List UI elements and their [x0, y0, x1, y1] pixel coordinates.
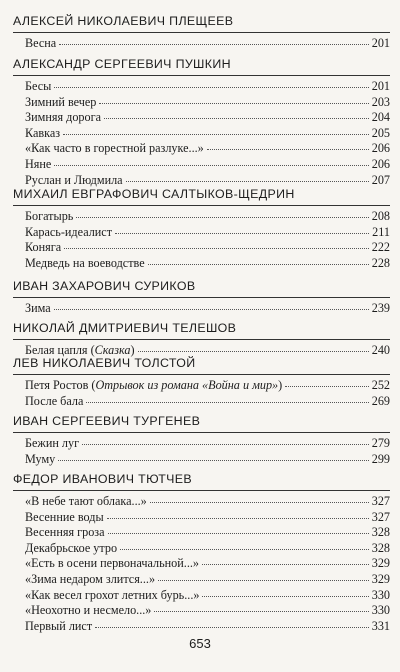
toc-section	[13, 319, 390, 359]
entry-title-text: Первый лист	[25, 618, 93, 633]
section-divider	[13, 490, 390, 491]
author-heading: НИКОЛАЙ ДМИТРИЕВИЧ ТЕЛЕШОВ	[13, 321, 237, 335]
dot-leader	[82, 438, 369, 445]
entry-note: Сказка	[94, 343, 131, 357]
entry-title	[25, 256, 145, 272]
toc-entry	[13, 394, 390, 410]
toc-entry	[13, 36, 390, 52]
dot-leader	[107, 512, 369, 519]
entry-title	[25, 157, 51, 173]
toc-entry	[13, 110, 390, 126]
toc-entry	[13, 436, 390, 452]
toc-entry	[13, 510, 390, 526]
entry-page-number: 201	[371, 79, 390, 93]
toc-entry	[13, 588, 390, 604]
entry-title-text: «В небе тают облака...»	[25, 494, 147, 508]
toc-entry	[13, 572, 390, 588]
entry-title-text: «Есть в осени первоначальной...»	[25, 556, 200, 571]
entry-title-text: «Как часто в горестной разлуке...»	[25, 141, 204, 156]
entry-page-number: 329	[371, 556, 390, 571]
entry-page-number: 211	[372, 224, 390, 239]
section-divider	[13, 339, 390, 340]
entry-title	[25, 510, 104, 526]
entry-title-text: «Неохотно и несмело...»	[25, 603, 152, 618]
dot-leader	[150, 496, 369, 503]
entry-page-number: 330	[371, 587, 390, 602]
dot-leader	[207, 143, 369, 150]
entry-title	[25, 209, 73, 225]
dot-leader	[54, 303, 369, 310]
author-heading: АЛЕКСАНДР СЕРГЕЕВИЧ ПУШКИН	[13, 57, 231, 71]
entry-page-number: 205	[371, 125, 390, 140]
entry-title-text: Зима	[25, 301, 51, 315]
entry-title	[25, 494, 147, 510]
dot-leader	[138, 345, 369, 352]
entry-page-number: 201	[371, 36, 390, 50]
entry-page-number: 206	[371, 141, 390, 156]
entry-title-text: Весна	[25, 36, 57, 50]
entry-title-text: Кавказ	[25, 125, 61, 140]
page-number: 653	[189, 636, 211, 651]
entry-title-text: Бесы	[25, 79, 52, 93]
entry-page-number: 330	[371, 603, 390, 618]
dot-leader	[115, 227, 369, 234]
section-divider	[13, 297, 390, 298]
dot-leader	[58, 454, 368, 461]
entry-page-number: 331	[371, 618, 390, 633]
entry-title-text: Белая цапля (	[25, 343, 95, 357]
dot-leader	[54, 81, 368, 88]
author-heading: ИВАН ЗАХАРОВИЧ СУРИКОВ	[13, 279, 196, 293]
entry-title	[25, 588, 199, 604]
dot-leader	[108, 527, 369, 534]
dot-leader	[54, 159, 368, 166]
toc-section	[13, 55, 390, 188]
toc-entry	[13, 525, 390, 541]
entry-title-text: Руслан и Людмила	[25, 172, 123, 187]
toc-entry	[13, 494, 390, 510]
dot-leader	[285, 380, 369, 387]
entry-title	[25, 225, 112, 241]
toc-section	[13, 185, 390, 271]
entry-title-text: «Как весел грохот летних бурь...»	[25, 587, 200, 602]
entry-title	[25, 110, 101, 126]
entry-page-number: 240	[371, 343, 390, 357]
entry-title	[25, 452, 55, 468]
entry-page-number: 269	[371, 393, 390, 408]
dot-leader	[202, 558, 369, 565]
toc-entry	[13, 541, 390, 557]
toc-entry	[13, 141, 390, 157]
entry-title-text: Коняга	[25, 240, 62, 255]
entry-page-number: 299	[371, 451, 390, 466]
entry-page-number: 252	[371, 378, 390, 392]
author-heading: ИВАН СЕРГЕЕВИЧ ТУРГЕНЕВ	[13, 414, 201, 428]
toc-entry	[13, 301, 390, 317]
entry-page-number: 328	[371, 540, 390, 555]
toc-entry	[13, 378, 390, 394]
dot-leader	[86, 396, 368, 403]
toc-entry	[13, 95, 390, 111]
entry-title-text: Бежин луг	[25, 436, 80, 450]
dot-leader	[76, 211, 368, 218]
dot-leader	[104, 112, 369, 119]
entry-page-number: 228	[371, 255, 390, 270]
section-divider	[13, 75, 390, 76]
entry-title	[25, 301, 51, 317]
toc-entry	[13, 619, 390, 635]
section-divider	[13, 32, 390, 33]
entry-title-text: Карась-идеалист	[25, 224, 113, 239]
toc-section	[13, 470, 390, 634]
entry-page-number: 207	[371, 172, 390, 187]
dot-leader	[154, 605, 368, 612]
dot-leader	[120, 543, 369, 550]
toc-entry	[13, 256, 390, 272]
toc-entry	[13, 157, 390, 173]
entry-title-text: Муму	[25, 451, 56, 466]
entry-title-text: Няне	[25, 156, 52, 171]
author-heading: МИХАИЛ ЕВГРАФОВИЧ САЛТЫКОВ-ЩЕДРИН	[13, 187, 295, 201]
toc-entry	[13, 603, 390, 619]
entry-title	[25, 394, 83, 410]
section-divider	[13, 432, 390, 433]
entry-title-text: Зимний вечер	[25, 94, 97, 109]
author-heading: АЛЕКСЕЙ НИКОЛАЕВИЧ ПЛЕЩЕЕВ	[13, 14, 234, 28]
author-heading: ФЕДОР ИВАНОВИЧ ТЮТЧЕВ	[13, 472, 192, 486]
entry-title-text: Петя Ростов (	[25, 378, 96, 392]
dot-leader	[202, 590, 368, 597]
entry-title	[25, 436, 79, 452]
dot-leader	[148, 258, 369, 265]
entry-page-number: 327	[371, 494, 390, 508]
entry-title-text: Весенняя гроза	[25, 525, 105, 540]
entry-title	[25, 603, 151, 619]
section-divider	[13, 205, 390, 206]
entry-title	[25, 556, 199, 572]
entry-page-number: 329	[371, 571, 390, 586]
author-heading: ЛЕВ НИКОЛАЕВИЧ ТОЛСТОЙ	[13, 356, 196, 370]
dot-leader	[126, 175, 369, 182]
toc-entry	[13, 209, 390, 225]
toc-entry	[13, 452, 390, 468]
entry-title-text: Богатырь	[25, 209, 74, 223]
entry-page-number: 327	[371, 509, 390, 524]
entry-title-text: Декабрьское утро	[25, 540, 118, 555]
entry-page-number: 328	[371, 525, 390, 540]
entry-title-text: Зимняя дорога	[25, 110, 102, 125]
dot-leader	[63, 128, 369, 135]
section-divider	[13, 374, 390, 375]
entry-title	[25, 378, 282, 394]
entry-title-text: «Зима недаром злится...»	[25, 571, 156, 586]
entry-title	[25, 240, 61, 256]
entry-note: Отрывок из романа «Война и мир»	[95, 378, 279, 392]
dot-leader	[158, 574, 369, 581]
entry-page-number: 222	[371, 240, 390, 255]
entry-page-number: 204	[371, 110, 390, 125]
entry-title	[25, 619, 92, 635]
toc-section	[13, 412, 390, 467]
entry-note-close: )	[130, 343, 135, 357]
toc-entry	[13, 240, 390, 256]
dot-leader	[59, 38, 369, 45]
entry-page-number: 206	[371, 156, 390, 171]
entry-title	[25, 541, 117, 557]
entry-title	[25, 79, 51, 95]
entry-title	[25, 36, 56, 52]
entry-title-text: После бала	[25, 393, 84, 408]
entry-title	[25, 572, 155, 588]
entry-page-number: 279	[371, 436, 390, 450]
toc-entry	[13, 79, 390, 95]
toc-section	[13, 12, 390, 52]
entry-title	[25, 525, 105, 541]
toc-entry	[13, 126, 390, 142]
dot-leader	[95, 621, 369, 628]
entry-title	[25, 141, 204, 157]
entry-note-close: )	[278, 378, 283, 392]
entry-title-text: Медведь на воеводстве	[25, 255, 145, 270]
entry-page-number: 208	[371, 209, 390, 223]
toc-entry	[13, 225, 390, 241]
entry-title	[25, 126, 60, 142]
toc-section	[13, 354, 390, 409]
toc-section	[13, 277, 390, 317]
toc-entry	[13, 556, 390, 572]
dot-leader	[64, 242, 369, 249]
entry-page-number: 239	[371, 301, 390, 315]
dot-leader	[99, 97, 368, 104]
entry-page-number: 203	[371, 94, 390, 109]
entry-title	[25, 95, 96, 111]
entry-title-text: Весенние воды	[25, 509, 104, 524]
